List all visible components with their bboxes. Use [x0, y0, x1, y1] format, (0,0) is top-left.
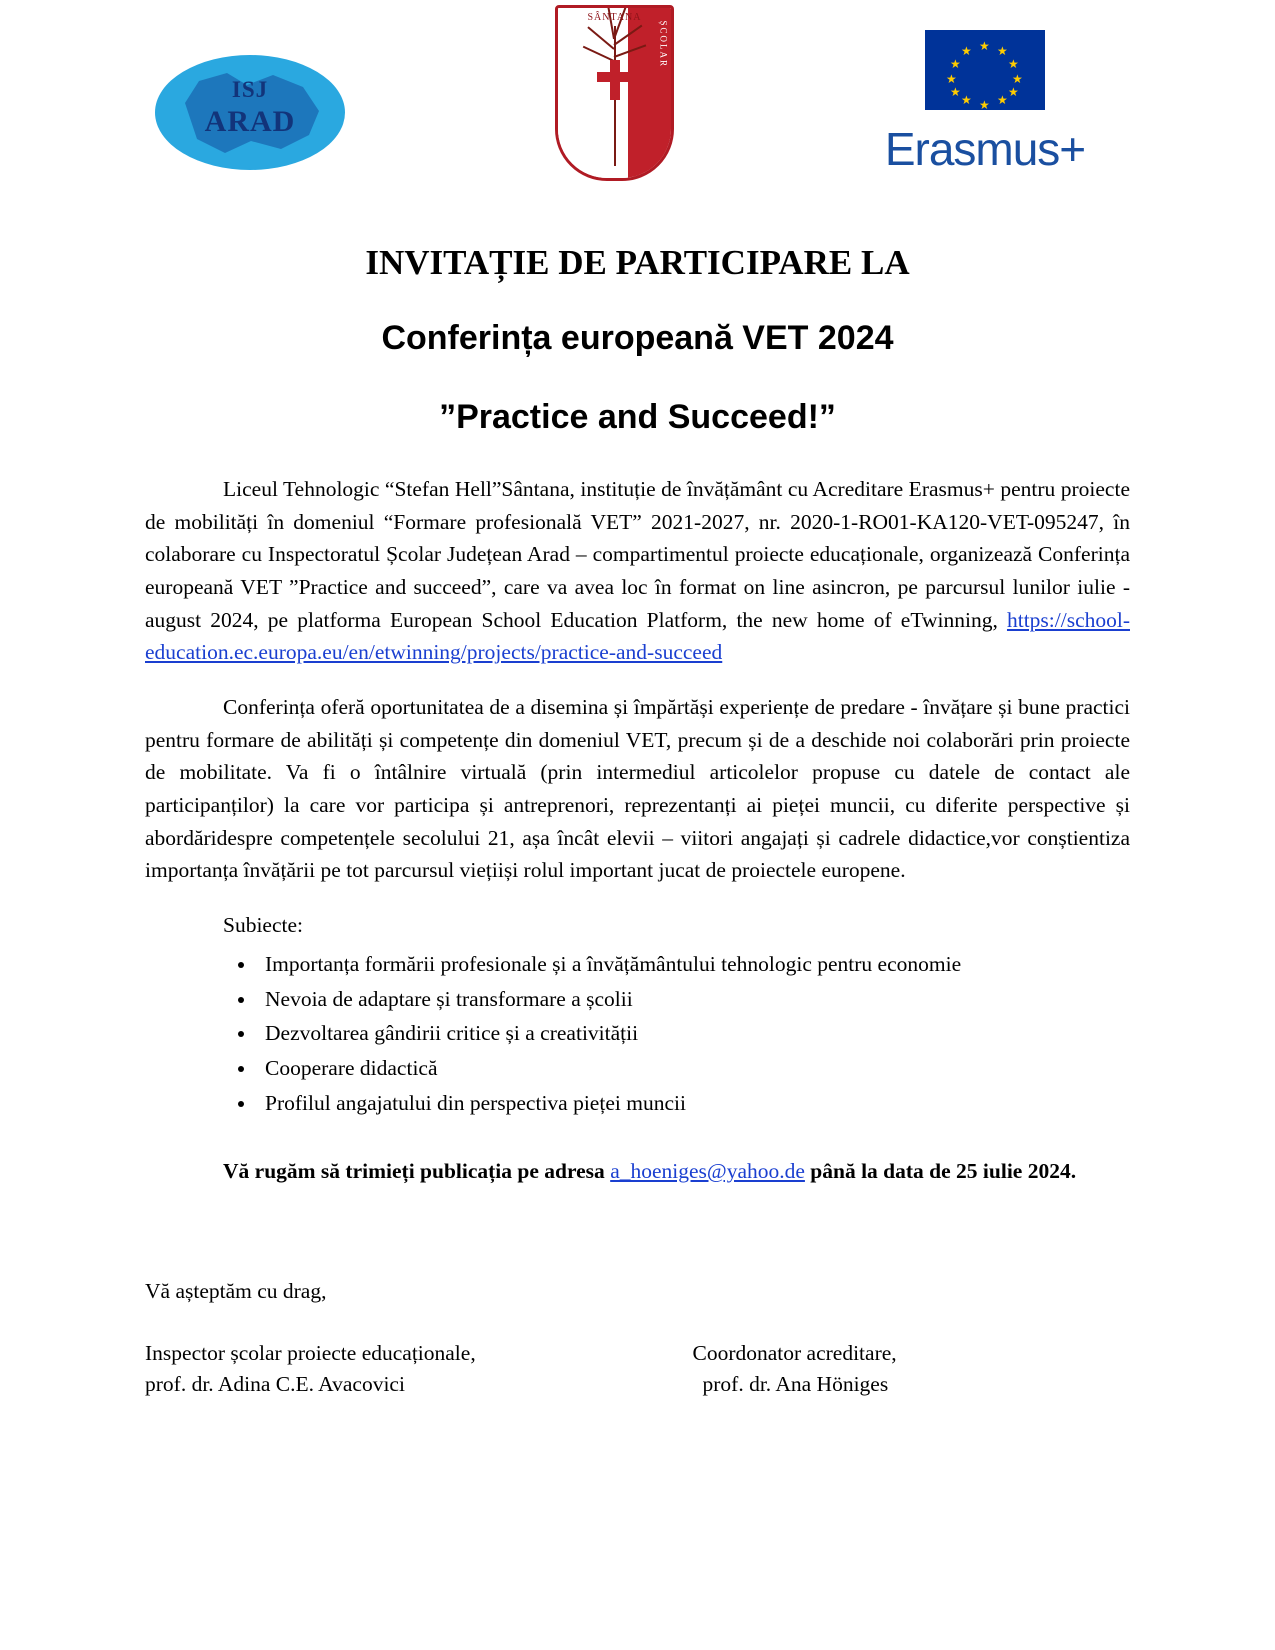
- subjects-list: [145, 947, 1130, 1121]
- crest-shield-shape: [555, 5, 674, 181]
- signature-left-role: Inspector școlar proiecte educaționale,: [145, 1341, 476, 1366]
- header-logo-row: [145, 0, 1130, 215]
- crest-right-word: ȘCOLAR: [659, 20, 669, 68]
- isj-label-line2: ARAD: [204, 105, 296, 138]
- signature-right-role: Coordonator acreditare,: [692, 1341, 897, 1366]
- crest-cross-icon: [597, 72, 633, 82]
- erasmus-wordmark: Erasmus+: [884, 123, 1086, 175]
- list-item: • Importanța formării profesionale și a învățământului tehnologic pentru economie: [257, 947, 1130, 982]
- erasmus-plus-logo: [845, 30, 1125, 180]
- isj-label-line1: ISJ: [231, 77, 269, 102]
- etwinning-project-link[interactable]: https://school-education.ec.europa.eu/en/etwinning/projects/practice-and-succeed: [145, 607, 1130, 665]
- request-text-before: Vă rugăm să trimieți publicația pe adresa: [223, 1158, 611, 1183]
- crest-left-word: GRUPUL: [558, 81, 568, 130]
- isj-arad-logo: [155, 55, 345, 175]
- intro-paragraph-text: Liceul Tehnologic “Stefan Hell”Sântana, instituție de învățământ cu Acreditare Erasmus+ pentru proiecte de mobilități în domeniul “Formare profesională VET” 2021-2027, nr. 2020-1-RO01-KA120-VET-095247, în colaborare cu Inspectoratul Școlar Județean Arad – compartimentul proiecte educaționale, organizează Conferința europeană VET ”Practice and succeed”, care va avea loc în format on line asincron, pe parcursul lunilor iulie - august 2024, pe platforma European School Education Platform, the new home of eTwinning,: [145, 477, 1130, 632]
- list-item: • Profilul angajatului din perspectiva pieței muncii: [257, 1086, 1130, 1121]
- email-link[interactable]: a_hoeniges@yahoo.de: [610, 1158, 805, 1183]
- eu-flag-icon: ★ ★ ★ ★ ★ ★ ★ ★ ★ ★ ★ ★: [925, 30, 1045, 110]
- conference-title: Conferința europeană VET 2024: [381, 319, 894, 357]
- school-crest-logo: [555, 5, 680, 210]
- crest-top-text: SÂNTANA: [587, 12, 642, 23]
- subjects-label: Subiecte:: [223, 912, 304, 937]
- signature-row: [145, 1338, 1130, 1400]
- signature-left: [145, 1338, 583, 1400]
- intro-paragraph: [145, 473, 1130, 669]
- list-item: • Dezvoltarea gândirii critice și a creativității: [257, 1016, 1130, 1051]
- page-title: INVITAȚIE DE PARTICIPARE LA: [365, 243, 910, 282]
- closing-line: Vă așteptăm cu drag,: [145, 1279, 327, 1304]
- request-period: .: [1070, 1158, 1077, 1183]
- request-text-after: până la data de 25 iulie 2024: [804, 1158, 1071, 1183]
- list-item: • Cooperare didactică: [257, 1051, 1130, 1086]
- conference-motto: ”Practice and Succeed!”: [439, 398, 836, 436]
- signature-right-name: prof. dr. Ana Höniges: [702, 1372, 889, 1397]
- submission-request: [145, 1155, 1130, 1187]
- signature-right: [583, 1338, 1131, 1400]
- signature-left-name: prof. dr. Adina C.E. Avacovici: [145, 1372, 405, 1397]
- list-item: • Nevoia de adaptare și transformare a școlii: [257, 982, 1130, 1017]
- description-paragraph: Conferința oferă oportunitatea de a disemina și împărtăși experiențe de predare - învățare și bune practici pentru formare de abilități și competențe din domeniul VET, precum și de a deschide noi colaborări prin proiecte de mobilitate. Va fi o întâlnire virtuală (prin intermediul articolelor propuse cu datele de contact ale participanților) la care vor participa și antreprenori, reprezentanți ai pieței muncii, cu diferite perspective și abordăridespre competențele secolului 21, așa încât elevii – viitori angajați și cadrele didactice,vor conștientiza importanța învățării pe tot parcursul viețiiși rolul important jucat de proiectele europene.: [145, 695, 1130, 883]
